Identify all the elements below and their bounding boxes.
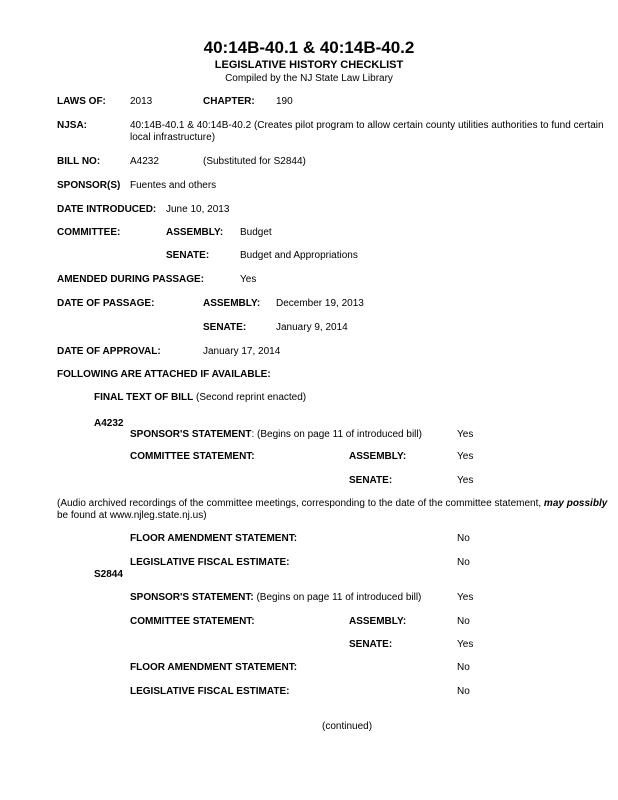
audio-note-text: (Audio archived recordings of the committee meetings, corresponding to the date of the committee statement, <box>57 498 544 509</box>
s2844-assembly-value: No <box>457 616 470 627</box>
page-title: 40:14B-40.1 & 40:14B-40.2 <box>203 38 415 57</box>
audio-note-line2: be found at www.njleg.state.nj.us) <box>57 510 207 521</box>
laws-of-value: 2013 <box>130 96 153 107</box>
a4232-sponsor-statement <box>130 429 422 441</box>
chapter-label: CHAPTER: <box>203 96 255 107</box>
continued-note: (continued) <box>322 721 373 732</box>
date-of-approval-label: DATE OF APPROVAL: <box>57 346 161 357</box>
date-of-passage-label: DATE OF PASSAGE: <box>57 298 155 309</box>
passage-assembly-value: December 19, 2013 <box>276 298 364 309</box>
date-introduced-label: DATE INTRODUCED: <box>57 204 157 215</box>
s2844-fiscal-estimate-label: LEGISLATIVE FISCAL ESTIMATE: <box>130 686 290 697</box>
s2844-floor-amendment-value: No <box>457 662 470 673</box>
a4232-senate-value: Yes <box>457 475 474 486</box>
amended-value: Yes <box>240 274 257 285</box>
s2844-senate-label: SENATE: <box>349 639 393 650</box>
s2844-assembly-label: ASSEMBLY: <box>349 616 407 627</box>
final-text-note: (Second reprint enacted) <box>196 392 307 403</box>
date-introduced-value: June 10, 2013 <box>166 204 230 215</box>
a4232-floor-amendment-value: No <box>457 533 470 544</box>
sponsors-value: Fuentes and others <box>130 180 217 191</box>
a4232-floor-amendment-label: FLOOR AMENDMENT STATEMENT: <box>130 533 298 544</box>
laws-of-label: LAWS OF: <box>57 96 106 107</box>
committee-label: COMMITTEE: <box>57 227 121 238</box>
final-text-row <box>94 392 306 404</box>
compiled-by: Compiled by the NJ State Law Library <box>225 73 393 84</box>
attached-heading: FOLLOWING ARE ATTACHED IF AVAILABLE: <box>57 369 271 380</box>
s2844-sponsor-statement-note: (Begins on page 11 of introduced bill) <box>253 592 422 603</box>
a4232-senate-label: SENATE: <box>349 475 393 486</box>
a4232-fiscal-estimate-label: LEGISLATIVE FISCAL ESTIMATE: <box>130 557 290 568</box>
a4232-sponsor-statement-value: Yes <box>457 429 474 440</box>
s2844-committee-statement-label: COMMITTEE STATEMENT: <box>130 616 255 627</box>
njsa-value-line2: local infrastructure) <box>130 132 216 143</box>
bill-substitution-note: (Substituted for S2844) <box>203 156 306 167</box>
audio-note-line1 <box>57 498 607 510</box>
committee-assembly-value: Budget <box>240 227 272 238</box>
passage-assembly-label: ASSEMBLY: <box>203 298 261 309</box>
njsa-label: NJSA: <box>57 120 88 131</box>
passage-senate-value: January 9, 2014 <box>276 322 348 333</box>
chapter-value: 190 <box>276 96 293 107</box>
s2844-floor-amendment-label: FLOOR AMENDMENT STATEMENT: <box>130 662 298 673</box>
date-of-approval-value: January 17, 2014 <box>203 346 281 357</box>
committee-senate-label: SENATE: <box>166 250 210 261</box>
a4232-fiscal-estimate-value: No <box>457 557 470 568</box>
a4232-assembly-value: Yes <box>457 451 474 462</box>
a4232-sponsor-statement-note: : (Begins on page 11 of introduced bill) <box>251 429 422 440</box>
s2844-sponsor-statement <box>130 592 421 604</box>
committee-senate-value: Budget and Appropriations <box>240 250 358 261</box>
passage-senate-label: SENATE: <box>203 322 247 333</box>
sponsors-label: SPONSOR(S) <box>57 180 121 191</box>
a4232-sponsor-statement-label: SPONSOR'S STATEMENT <box>130 429 252 440</box>
s2844-fiscal-estimate-value: No <box>457 686 470 697</box>
committee-assembly-label: ASSEMBLY: <box>166 227 224 238</box>
njsa-value-line1: 40:14B-40.1 & 40:14B-40.2 (Creates pilot program to allow certain county utilities authorities to fund certain <box>130 120 604 131</box>
a4232-bill-label: A4232 <box>94 418 124 429</box>
a4232-assembly-label: ASSEMBLY: <box>349 451 407 462</box>
s2844-senate-value: Yes <box>457 639 474 650</box>
amended-label: AMENDED DURING PASSAGE: <box>57 274 205 285</box>
audio-note-emphasis: may possibly <box>543 498 608 509</box>
s2844-sponsor-statement-value: Yes <box>457 592 474 603</box>
final-text-label: FINAL TEXT OF BILL <box>94 392 194 403</box>
page-subtitle: LEGISLATIVE HISTORY CHECKLIST <box>214 59 404 71</box>
a4232-committee-statement-label: COMMITTEE STATEMENT: <box>130 451 255 462</box>
bill-no-value: A4232 <box>130 156 159 167</box>
bill-no-label: BILL NO: <box>57 156 101 167</box>
s2844-sponsor-statement-label: SPONSOR'S STATEMENT: <box>130 592 254 603</box>
s2844-bill-label: S2844 <box>94 569 123 580</box>
